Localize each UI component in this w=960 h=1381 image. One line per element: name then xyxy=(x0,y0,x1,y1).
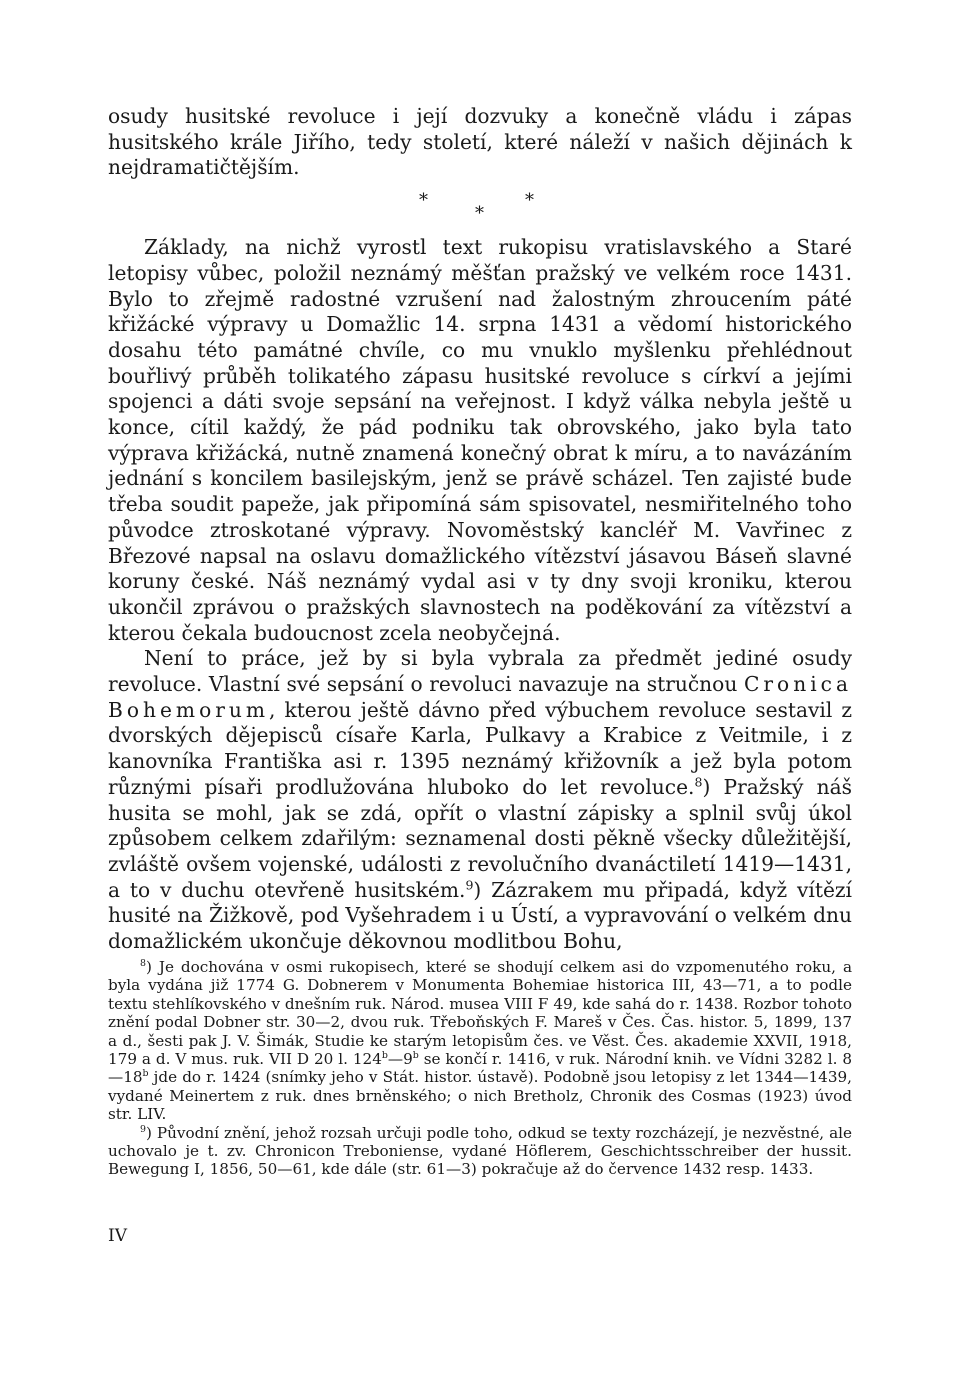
asterisk: * xyxy=(475,203,484,225)
asterisk: * xyxy=(525,190,534,212)
footnote-9: $^9$) Původní znění, jehož rozsah určuji podle toho, odkud se texty rozcházejí, je nezvěstné, ale uchovalo je t. zv. Chronicon Treboniense, vydané Höflerem, Geschichtsschreiber der hussit. Bewegung I, 1856, 50—61, kde dále (str. 61—3) pokračuje až do července 1432 resp. 1433. xyxy=(108,1123,852,1179)
asterisk: * xyxy=(419,190,428,212)
footnote-ref: 9 xyxy=(465,876,474,892)
paragraph: Není to práce, jež by si byla vybrala za předmět jediné osudy revoluce. Vlastní své sepsání o revoluci navazuje na stručnou Cronica Bohemorum, kterou ještě dávno před výbuchem revoluce sestavil z dvorských dějepisců císaře Karla, Pulkavy a Krabice z Veitmile, i z kanovníka Františka asi r. 1395 neznámý křižovník a jež byla potom různými písaři prodlužována hluboko do let revoluce.$^8$) Pražský náš husita se mohl, jak se zdá, opřít o vlastní zápisky a splnil svůj úkol způsobem celkem zdařilým: seznamenal dosti pěkně všecky důležitější, zvláště ovšem vojenské, události z revolučního dvanáctiletí 1419—1431, a to v duchu otevřeně husitském.$^9$) Zázrakem mu připadá, když vítězí husité na Žižkově, pod Vyšehradem i u Ústí, a vypravování o velkém dnu domažlickém ukončuje děkovnou modlitbou Bohu, xyxy=(108,646,852,954)
paragraph-continued: osudy husitské revoluce i její dozvuky a konečně vládu i zápas husitského krále Jiřího, tedy století, které náleží v našich dějinách k nejdramatičtějším. xyxy=(108,104,852,180)
footnotes xyxy=(108,958,852,1179)
footnote-8: $^8$) Je dochována v osmi rukopisech, které se shodují celkem asi do vzpomenutého roku, a byla vydána již 1774 G. Dobnerem v Monumenta Bohemiae historica III, 43—71, a to podle textu stehlíkovského v dnešním ruk. Národ. musea VIII F 49, kde sahá do r. 1438. Rozbor tohoto znění podal Dobner str. 30—2, dvou ruk. Třeboňských F. Mareš v Čes. Čas. histor. 5, 1899, 137 a d., šesti pak J. V. Šimák, Studie ke starým letopisům čes. ve Věst. Čes. akademie XXVII, 1918, 179 a d. V mus. ruk. VII D 20 l. 124$^b$—9$^b$ se končí r. 1416, v ruk. Národní knih. ve Vídni 3282 l. 8—18$^b$ jde do r. 1424 (snímky jeho v Stát. histor. ústavě). Podobně jsou letopisy z let 1344—1439, vydané Meinertem z ruk. dnes brněnského; o nich Bretholz, Chronik des Cosmas (1923) úvod str. LIV. xyxy=(108,957,852,1124)
signature-mark: IV xyxy=(108,1226,127,1246)
footnote-ref: 8 xyxy=(694,774,703,790)
main-text xyxy=(108,104,852,955)
spaced-title: Cronica Bohemorum xyxy=(108,672,852,722)
paragraph: Základy, na nichž vyrostl text rukopisu vratislavského a Staré letopisy vůbec, položil neznámý měšťan pražský ve velkém roce 1431. Bylo to zřejmě radostné vzrušení nad žalostným zhroucením páté křižácké výpravy u Domažlic 14. srpna 1431 a vědomí historického dosahu této památné chvíle, co mu vnuklo myšlenku přehlédnout bouřlivý průběh tolikatého zápasu husitské revoluce s církví a jejími spojenci a dáti svoje sepsání na veřejnost. I když válka nebyla ještě u konce, cítil každý, že pád podniku tak obrovského, jako byla tato výprava křižácká, nutně znamená konečný obrat k míru, a to navázáním jednání s koncilem basilejským, jenž se právě scházel. Ten zajisté bude třeba soudit papeže, jak připomíná sám spisovatel, nesmiřitelného toho původce ztroskotané výpravy. Novoměstský kancléř M. Vavřinec z Březové napsal na oslavu domažlického vítězství jásavou Báseň slavné koruny české. Náš neznámý vydal asi v ty dny svoji kroniku, kterou ukončil zprávou o pražských slavnostech na poděkování za vítězství a kterou čekala budoucnost zcela neobyčejná. xyxy=(108,235,852,645)
section-separator xyxy=(108,181,852,235)
